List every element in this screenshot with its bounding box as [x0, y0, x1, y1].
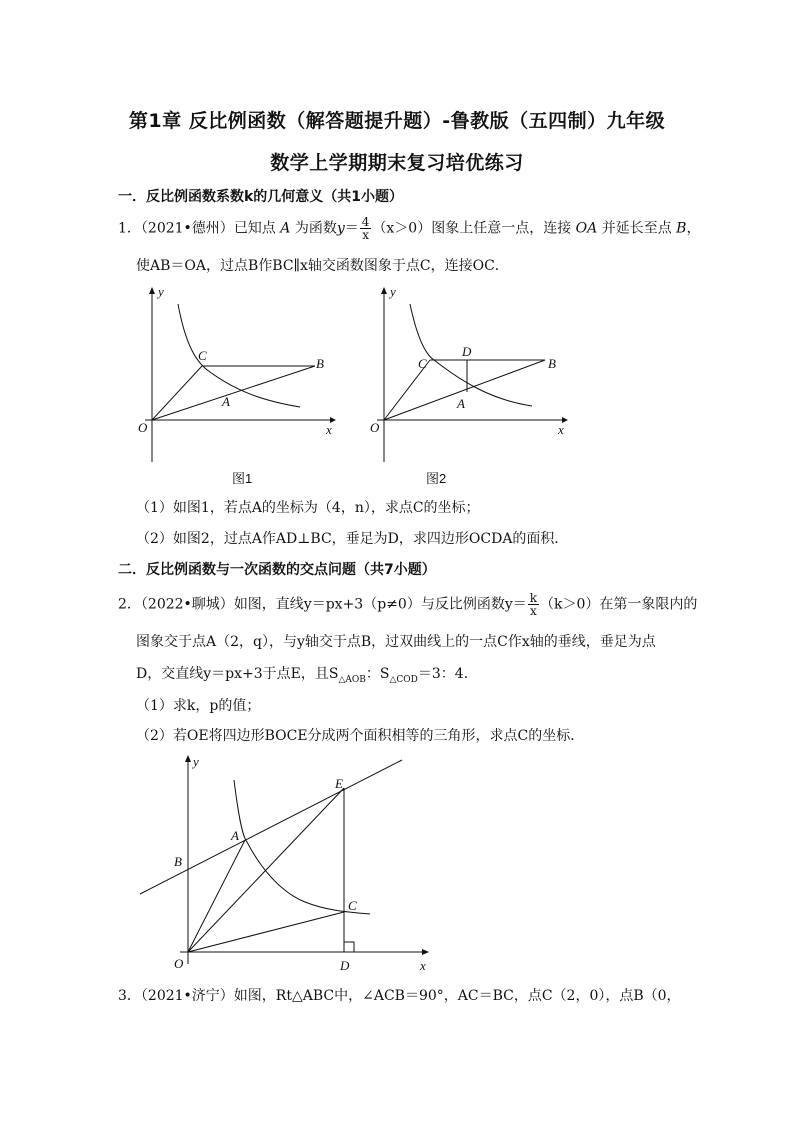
page-subtitle: 数学上学期期末复习培优练习	[270, 152, 524, 174]
fig3-segment-OA	[188, 840, 245, 952]
fig2-segment-OB	[384, 360, 545, 420]
fig2-label-D: D	[462, 344, 472, 359]
q2-subquestion-1: （1）求k，p的值；	[136, 698, 261, 714]
fig1-label-B: B	[316, 356, 324, 371]
fig3-segment-OC	[188, 912, 344, 952]
fig2-label-y: y	[390, 284, 396, 299]
q2-subquestion-2: （2）若OE将四边形BOCE分成两个面积相等的三角形，求点C的坐标．	[136, 728, 585, 744]
fig1-caption: 图1	[232, 471, 253, 486]
q1-line1: 1．（2021•德州）已知点 A 为函数y＝ $\frac{4}{x}$ （x＞0）图象上任意一点，连接 OA 并延长至点 B，	[118, 215, 701, 242]
q2-line2: 图象交于点A（2，q），与y轴交于点B，过双曲线上的一点C作x轴的垂线，垂足为点	[136, 634, 656, 650]
q1-line2: 使AB＝OA，过点B作BC∥x轴交函数图象于点C，连接OC．	[136, 258, 509, 274]
q2-line1: 2．（2022•聊城）如图，直线y＝px+3（p≠0）与反比例函数y＝ $\frac{k}{x}$ （k＞0）在第一象限内的	[118, 591, 698, 618]
fig3-label-A: A	[231, 828, 239, 843]
fig2-caption: 图2	[426, 471, 447, 486]
fig1-label-A: A	[222, 394, 230, 409]
q1-subquestion-1: （1）如图1，若点A的坐标为（4，n），求点C的坐标；	[136, 500, 480, 516]
q1-subquestion-2: （2）如图2，过点A作AD⊥BC，垂足为D，求四边形OCDA的面积．	[136, 531, 569, 547]
q2-line3: D，交直线y＝px+3于点E，且$S_{\triangle AOB}$：$S_{\triangle COD}=3$：4．	[136, 666, 478, 685]
fig1-y-arrow	[149, 287, 155, 294]
fig3-right-angle-mark	[344, 942, 354, 952]
fraction-k-over-x: $\frac{k}{x}$	[529, 591, 538, 618]
fig3-x-arrow	[422, 949, 429, 955]
fig2-label-O: O	[370, 420, 380, 435]
fig1-label-C: C	[198, 348, 207, 363]
fig2-label-B: B	[548, 356, 556, 371]
fig3-segment-OE	[188, 788, 344, 952]
fraction-4-over-x: $\frac{4}{x}$	[361, 215, 370, 242]
figure-3	[130, 752, 450, 977]
fig1-label-y: y	[158, 284, 164, 299]
fig3-label-E: E	[335, 776, 343, 791]
fig2-y-arrow	[381, 287, 387, 294]
fig3-label-D: D	[340, 958, 350, 973]
fig2-label-x: x	[558, 422, 564, 437]
fig3-hyperbola	[234, 780, 370, 914]
fig3-label-O: O	[174, 956, 184, 971]
fig3-label-x: x	[420, 958, 426, 973]
fig1-label-O: O	[138, 420, 148, 435]
section-heading-2: 二．反比例函数与一次函数的交点问题（共7小题）	[118, 562, 436, 578]
fig3-label-C: C	[348, 898, 357, 913]
fig2-label-A: A	[457, 396, 465, 411]
fig3-y-arrow	[185, 755, 191, 762]
fig1-label-x: x	[326, 422, 332, 437]
fig3-line-y-px-3	[140, 760, 402, 894]
fig2-label-C: C	[418, 356, 427, 371]
figure-2	[362, 282, 582, 472]
fig3-label-y: y	[193, 754, 199, 769]
figure-1	[130, 282, 350, 472]
page-title: 第1章 反比例函数（解答题提升题）-鲁教版（五四制）九年级	[128, 110, 666, 132]
fig3-label-B: B	[174, 854, 182, 869]
q3-line1: 3．（2021•济宁）如图，Rt△ABC中，∠ACB＝90°，AC＝BC，点C（2，0），点B（0，	[118, 988, 681, 1004]
section-heading-1: 一．反比例函数系数k的几何意义（共1小题）	[118, 189, 404, 205]
